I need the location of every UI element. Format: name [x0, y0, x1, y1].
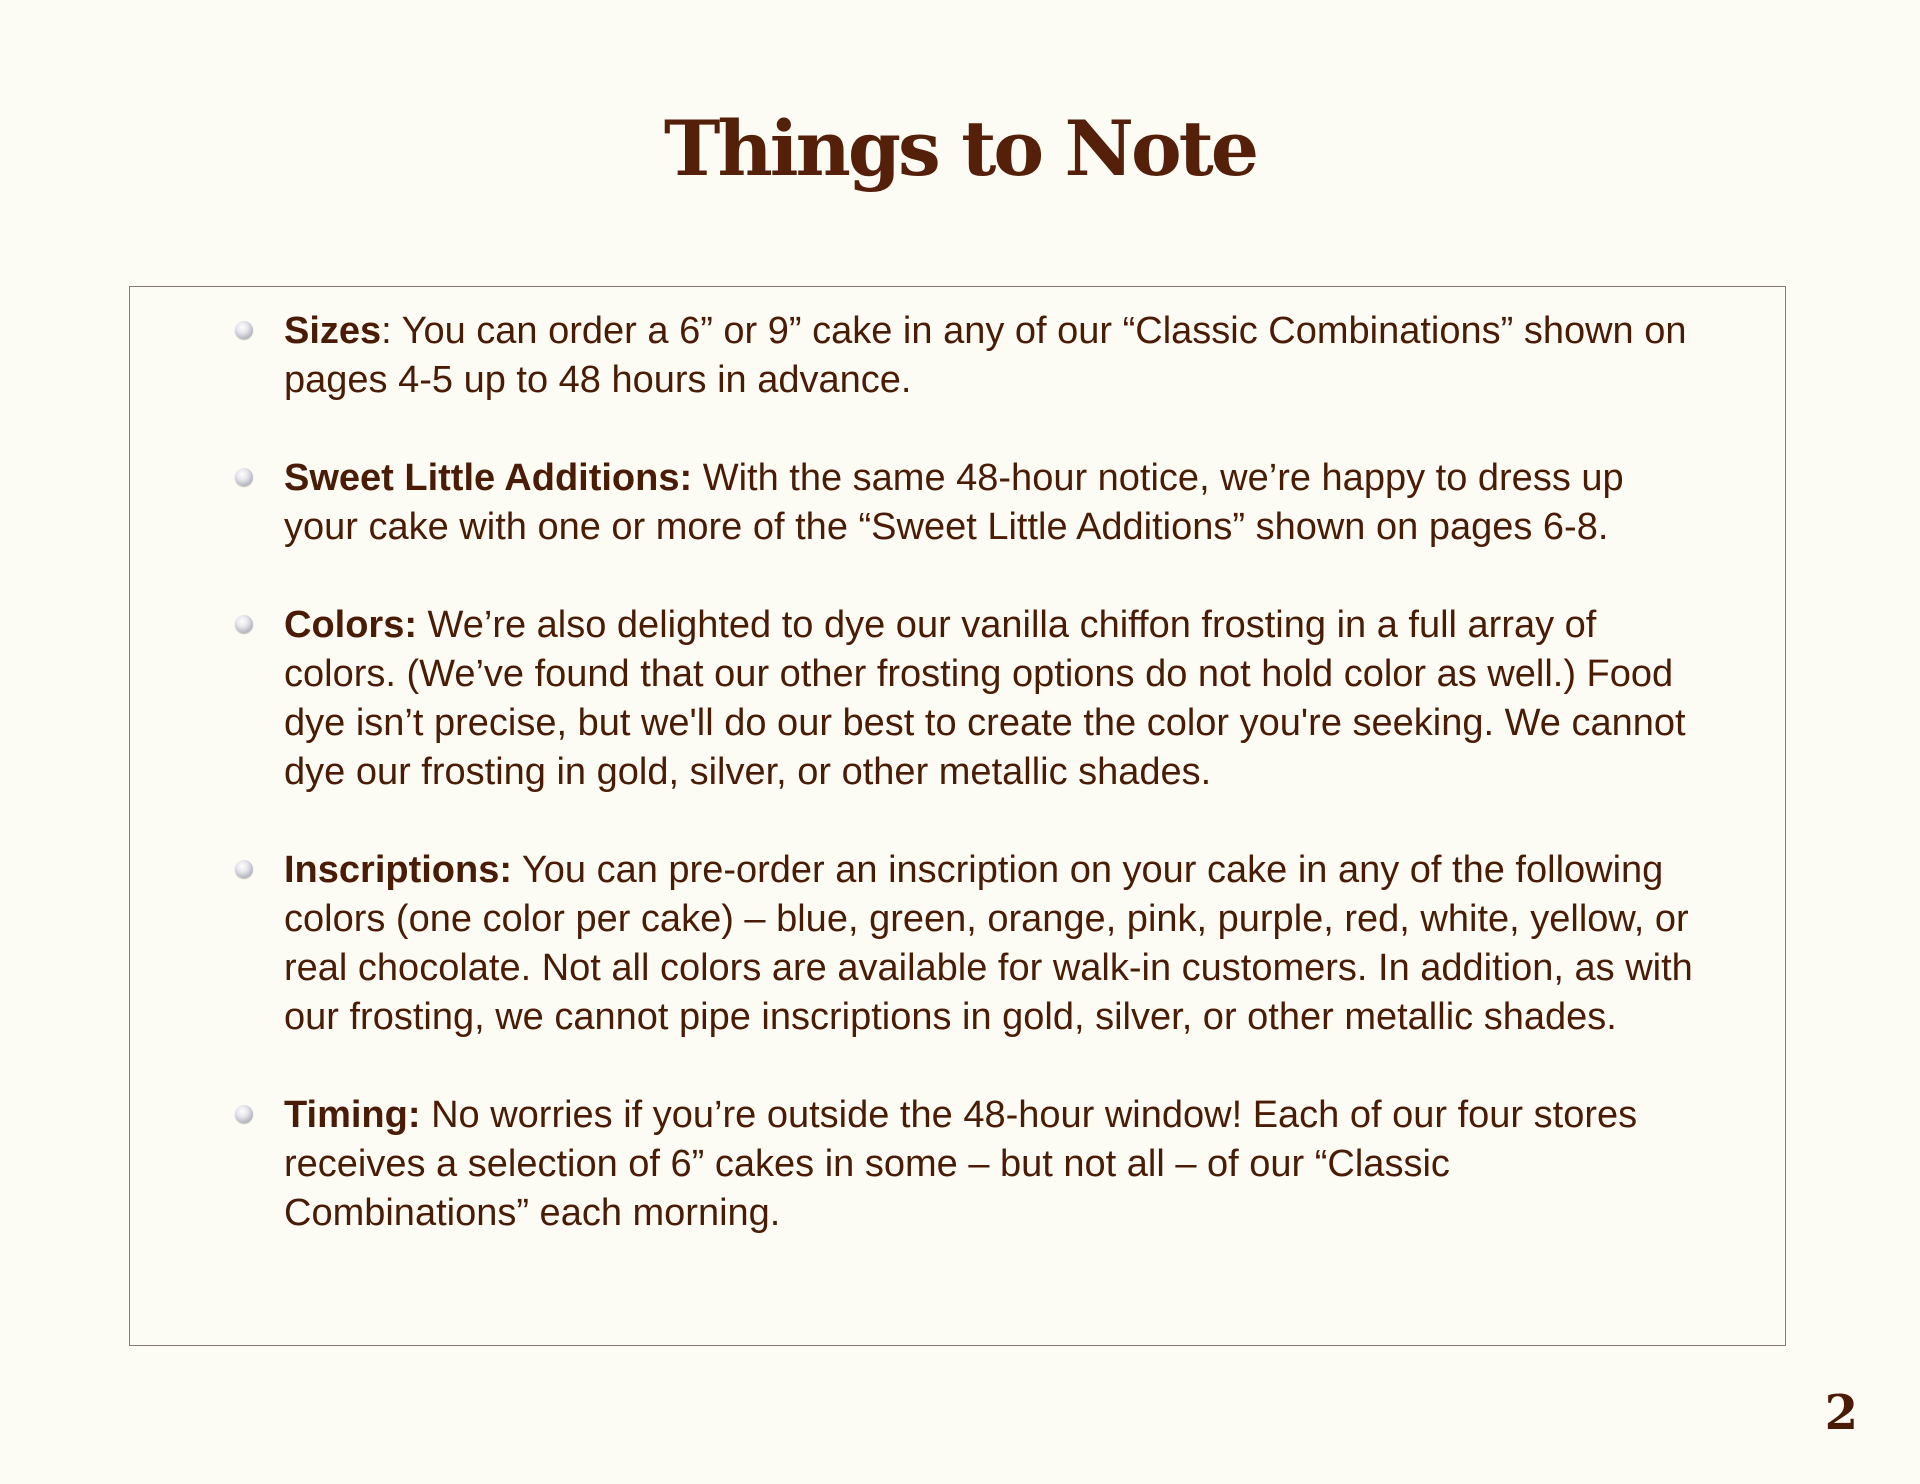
note-label: Sweet Little Additions:	[284, 457, 693, 499]
page-number: 2	[1824, 1385, 1858, 1441]
page-title: Things to Note	[663, 103, 1257, 193]
note-item-colors	[284, 601, 1704, 797]
note-text: With the same 48-hour notice, we’re happy to dress up your cake with one or more of the “Sweet Little Additions” shown on pages 6-8.	[284, 457, 1624, 548]
note-text: We’re also delighted to dye our vanilla chiffon frosting in a full array of colors. (We’ve found that our other frosting options do not hold color as well.) Food dye isn’t precise, but we'll do our best to create the color you're seeking. We cannot dye our frosting in gold, silver, or other metallic shades.	[284, 604, 1686, 793]
note-label: Sizes	[284, 310, 382, 352]
notes-list	[284, 307, 1704, 1287]
bullet-icon	[235, 1105, 253, 1123]
bullet-icon	[235, 615, 253, 633]
note-item-sizes	[284, 307, 1704, 405]
note-label: Inscriptions:	[284, 849, 513, 891]
note-item-sweet-little-additions	[284, 454, 1704, 552]
bullet-icon	[235, 468, 253, 486]
note-item-timing	[284, 1091, 1704, 1238]
note-label: Timing:	[284, 1094, 421, 1136]
bullet-icon	[235, 321, 253, 339]
note-text: : You can order a 6” or 9” cake in any of our “Classic Combinations” shown on pages 4-5 up to 48 hours in advance.	[284, 310, 1687, 401]
bullet-icon	[235, 860, 253, 878]
note-text: No worries if you’re outside the 48-hour window! Each of our four stores receives a selection of 6” cakes in some – but not all – of our “Classic Combinations” each morning.	[284, 1094, 1638, 1234]
note-item-inscriptions	[284, 846, 1704, 1042]
notes-box	[129, 286, 1786, 1346]
note-label: Colors:	[284, 604, 417, 646]
note-text: You can pre-order an inscription on your cake in any of the following colors (one color per cake) – blue, green, orange, pink, purple, red, white, yellow, or real chocolate. Not all colors are available for walk-in customers. In addition, as with our frosting, we cannot pipe inscriptions in gold, silver, or other metallic shades.	[284, 849, 1693, 1038]
